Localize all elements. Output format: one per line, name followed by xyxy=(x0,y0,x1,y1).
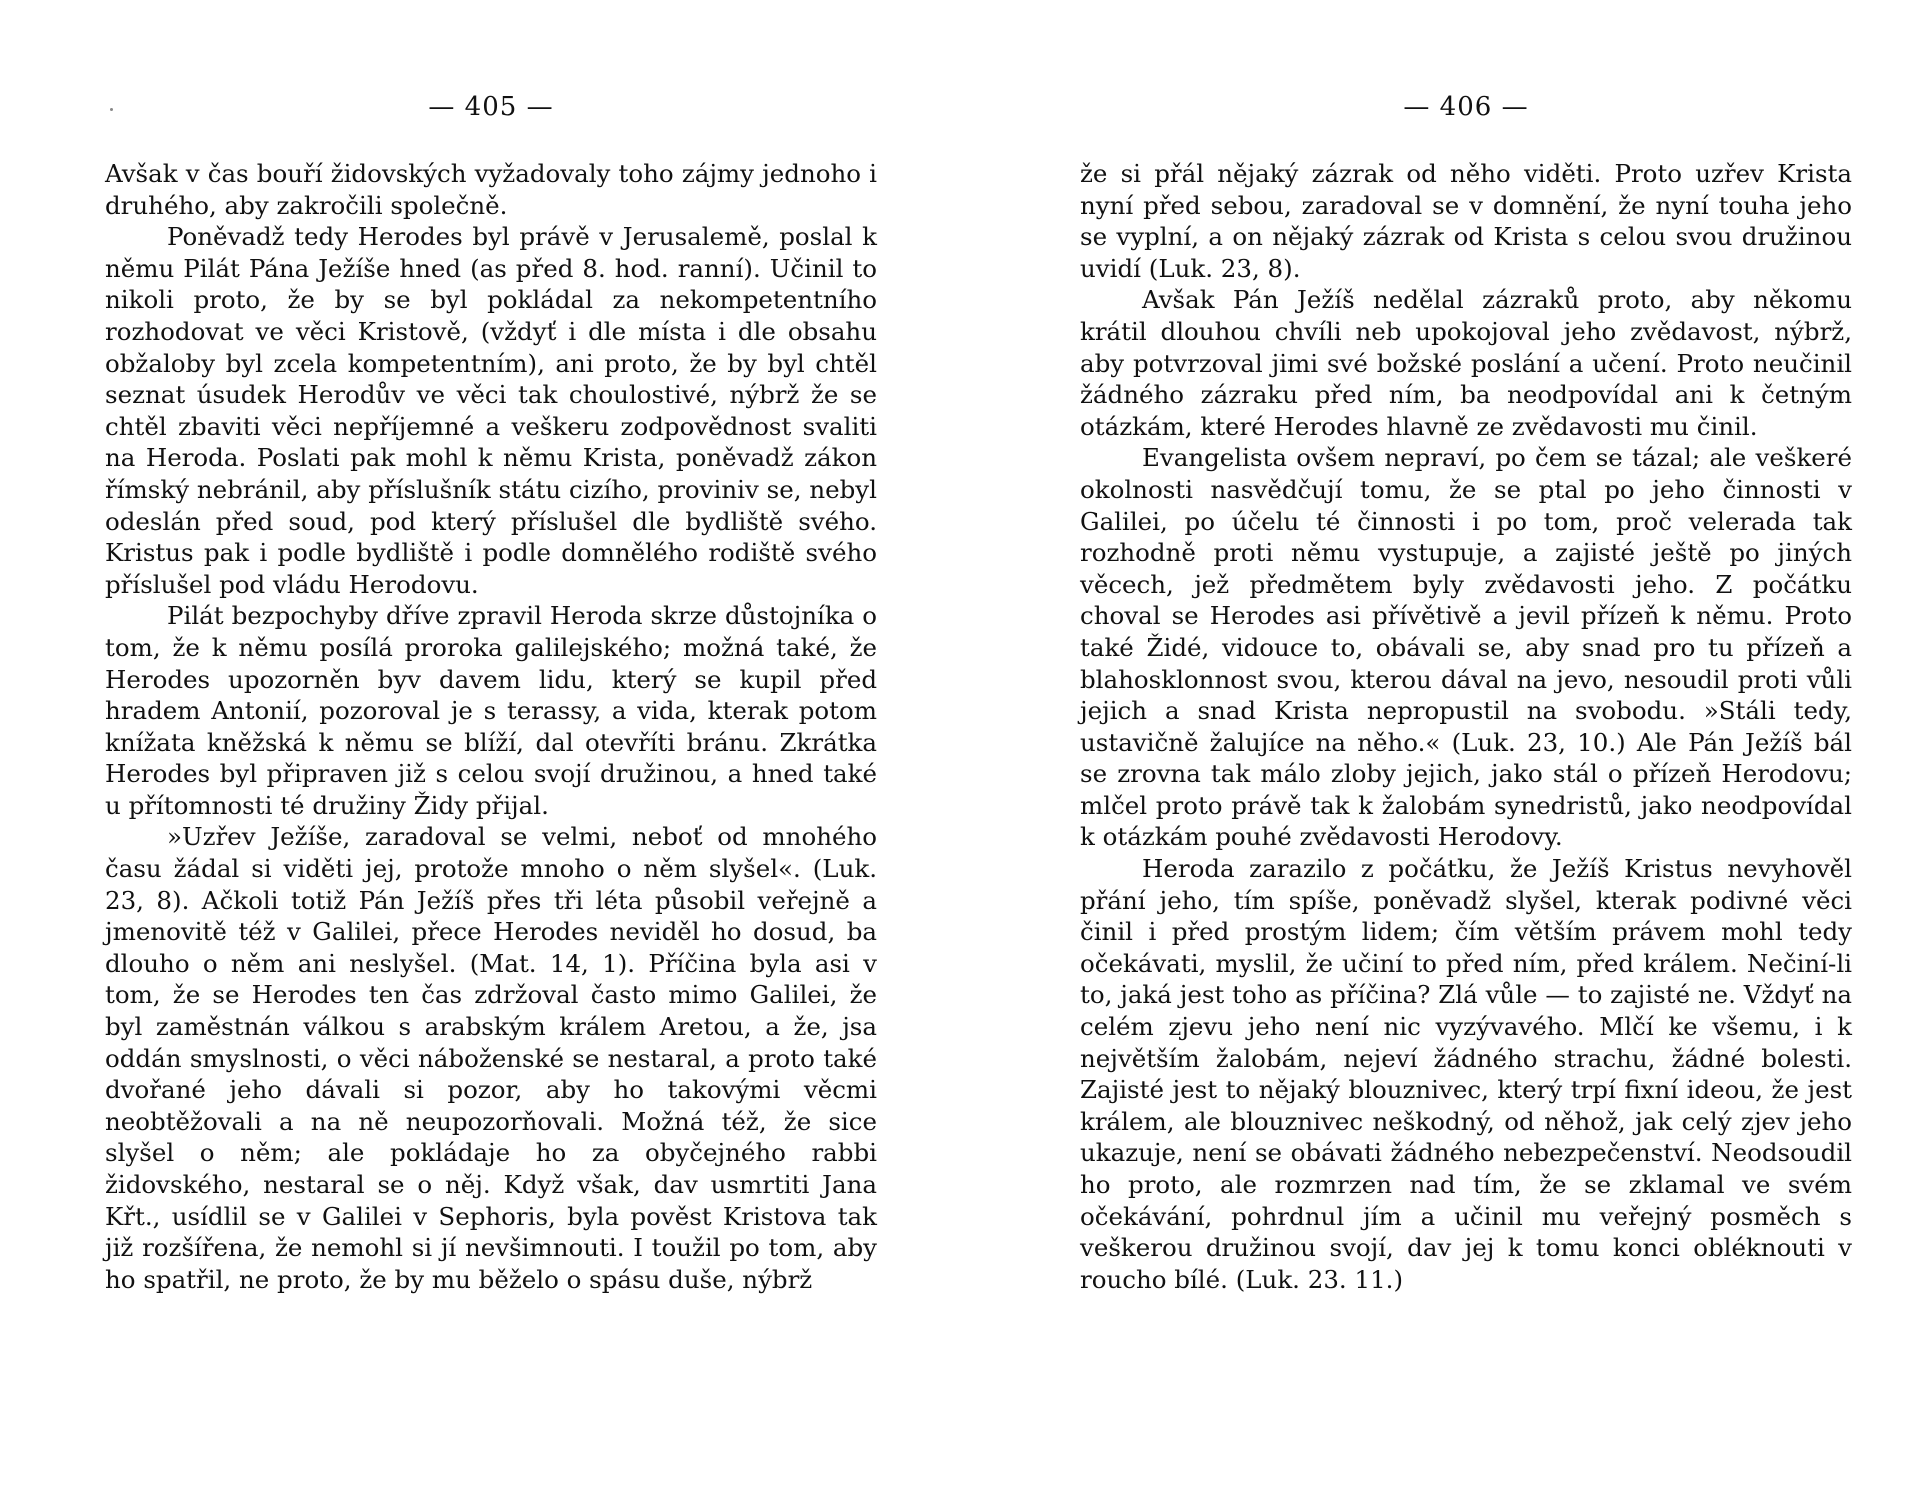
paragraph: že si přál nějaký zázrak od něho viděti. Proto uzřev Krista nyní před sebou, zaradoval se v domnění, že nyní touha jeho se vyplní, a on nějaký zázrak od Krista s celou svou družinou uvidí (Luk. 23, 8). xyxy=(1080,159,1852,283)
left-page-text xyxy=(105,158,877,1295)
paragraph: Evangelista ovšem nepraví, po čem se tázal; ale veškeré okolnosti nasvědčují tomu, že se ptal po jeho činnosti v Galilei, po účelu té činnosti i po tom, proč velerada tak rozhodně proti němu vystupuje, a zajisté ještě po jiných věcech, jež předmětem byly zvědavosti jeho. Z počátku choval se Herodes asi přívětivě a jevil přízeň k němu. Proto také Židé, vidouce to, obávali se, aby snad pro tu přízeň a blahosklonnost svou, kterou dával na jevo, nesoudil proti vůli jejich a snad Krista nepropustil na svobodu. »Stáli tedy, ustavičně žalujíce na něho.« (Luk. 23, 10.) Ale Pán Ježíš bál se zrovna tak málo zloby jejich, jako stál o přízeň Herodovu; mlčel proto právě tak k žalobám synedristů, jako neodpovídal k otázkám pouhé zvědavosti Herodovy. xyxy=(1080,443,1852,852)
right-page xyxy=(1080,0,1852,1500)
left-page xyxy=(105,0,877,1500)
page-number-right: — 406 — xyxy=(1403,92,1529,122)
right-page-text xyxy=(1080,158,1852,1295)
paragraph: Avšak v čas bouří židovských vyžadovaly toho zájmy jednoho i druhého, aby zakročili společně. xyxy=(105,159,877,220)
paragraph: Avšak Pán Ježíš nedělal zázraků proto, aby někomu krátil dlouhou chvíli neb upokojoval jeho zvědavost, nýbrž, aby potvrzoval jimi své božské poslání a učení. Proto neučinil žádného zázraku před ním, ba neodpovídal ani k četným otázkám, které Herodes hlavně ze zvědavosti mu činil. xyxy=(1080,285,1852,441)
page-number-left: — 405 — xyxy=(428,92,554,122)
paragraph: Heroda zarazilo z počátku, že Ježíš Kristus nevyhověl přání jeho, tím spíše, poněvadž slyšel, kterak podivné věci činil i před prostým lidem; čím větším právem mohl tedy očekávati, myslil, že učiní to před ním, před králem. Nečiní-li to, jaká jest toho as příčina? Zlá vůle — to zajisté ne. Vždyť na celém zjevu jeho není nic vyzývavého. Mlčí ke všemu, i k největším žalobám, nejeví žádného strachu, žádné bolesti. Zajisté jest to nějaký blouznivec, který trpí fixní ideou, že jest králem, ale blouznivec neškodný, od něhož, jak celý zjev jeho ukazuje, není se obávati žádného nebezpečenství. Neodsoudil ho proto, ale rozmrzen nad tím, že se zklamal ve svém očekávání, pohrdnul jím a učinil mu veřejný posměch s veškerou družinou svojí, dav jej k tomu konci obléknouti v roucho bílé. (Luk. 23. 11.) xyxy=(1080,854,1852,1294)
paragraph: »Uzřev Ježíše, zaradoval se velmi, neboť od mnohého času žádal si viděti jej, protože mnoho o něm slyšel«. (Luk. 23, 8). Ačkoli totiž Pán Ježíš přes tři léta působil veřejně a jmenovitě též v Galilei, přece Herodes neviděl ho dosud, ba dlouho o něm ani neslyšel. (Mat. 14, 1). Příčina byla asi v tom, že se Herodes ten čas zdržoval často mimo Galilei, že byl zaměstnán válkou s arabským králem Aretou, a že, jsa oddán smyslnosti, o věci náboženské se nestaral, a proto také dvořané jeho dávali si pozor, aby ho takovými věcmi neobtěžovali a na ně neupozorňovali. Možná též, že sice slyšel o něm; ale pokládaje ho za obyčejného rabbi židovského, nestaral se o něj. Když však, dav usmrtiti Jana Křt., usídlil se v Galilei v Sephoris, byla pověst Kristova tak již rozšířena, že nemohl si jí nevšimnouti. I toužil po tom, aby ho spatřil, ne proto, že by mu běželo o spásu duše, nýbrž xyxy=(105,822,877,1294)
paragraph: Pilát bezpochyby dříve zpravil Heroda skrze důstojníka o tom, že k němu posílá proroka galilejského; možná také, že Herodes upozorněn byv davem lidu, který se kupil před hradem Antonií, pozoroval je s terassy, a vida, kterak potom knížata kněžská k němu se blíží, dal otevříti bránu. Zkrátka Herodes byl připraven již s celou svojí družinou, a hned také u přítomnosti té družiny Židy přijal. xyxy=(105,601,877,820)
paragraph: Poněvadž tedy Herodes byl právě v Jerusalemě, poslal k němu Pilát Pána Ježíše hned (as před 8. hod. ranní). Učinil to nikoli proto, že by se byl pokládal za nekompetentního rozhodovat ve věci Kristově, (vždyť i dle místa i dle obsahu obžaloby byl zcela kompetentním), ani proto, že by byl chtěl seznat úsudek Herodův ve věci tak choulostivé, nýbrž že se chtěl zbaviti věci nepříjemné a veškeru zodpovědnost svaliti na Heroda. Poslati pak mohl k němu Krista, poněvadž zákon římský nebránil, aby příslušník státu cizího, proviniv se, nebyl odeslán před soud, pod který příslušel dle bydliště svého. Kristus pak i podle bydliště i podle domnělého rodiště svého příslušel pod vládu Herodovu. xyxy=(105,222,877,599)
